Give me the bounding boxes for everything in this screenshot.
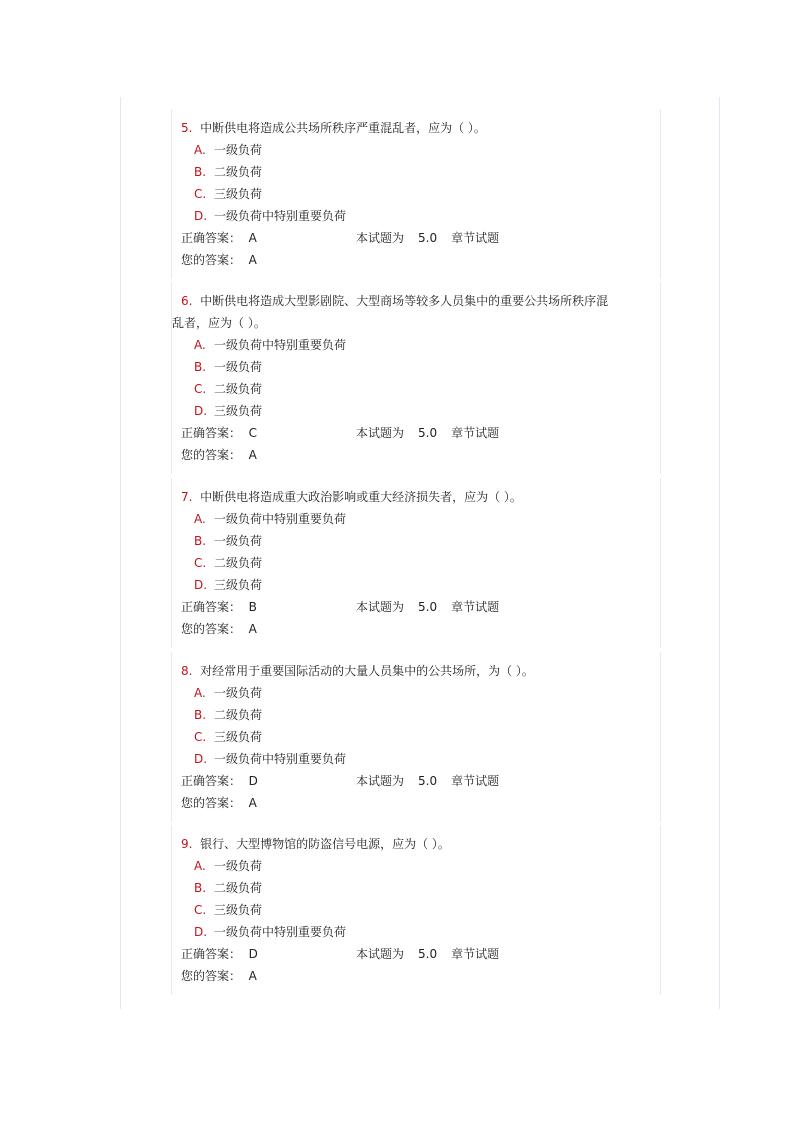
option-letter: C. bbox=[194, 556, 207, 570]
option-letter: B. bbox=[194, 360, 207, 374]
score-info: 本试题为 5.0 章节试题 bbox=[356, 600, 500, 614]
correct-answer-label: 正确答案： bbox=[181, 774, 242, 788]
correct-answer-label: 正确答案： bbox=[181, 231, 242, 245]
question-text: 5. 中断供电将造成公共场所秩序严重混乱者，应为（ ）。 bbox=[181, 121, 486, 135]
option-text: 二级负荷 bbox=[214, 165, 263, 179]
score-value: 5.0 bbox=[418, 774, 438, 788]
option-text: 一级负荷 bbox=[214, 534, 263, 548]
option-text: 二级负荷 bbox=[214, 382, 263, 396]
your-answer-value: A bbox=[248, 448, 257, 462]
option-text: 三级负荷 bbox=[214, 404, 263, 418]
option-c bbox=[172, 726, 660, 748]
question-number: 7. bbox=[181, 490, 193, 504]
option-text: 三级负荷 bbox=[214, 187, 263, 201]
correct-answer-label: 正确答案： bbox=[181, 600, 242, 614]
option-c bbox=[172, 552, 660, 574]
your-answer-row bbox=[172, 249, 660, 271]
question-text: 8. 对经常用于重要国际活动的大量人员集中的公共场所，为（ ）。 bbox=[181, 664, 534, 678]
page-right-rule bbox=[719, 97, 720, 1009]
option-text: 三级负荷 bbox=[214, 903, 263, 917]
score-value: 5.0 bbox=[418, 947, 438, 961]
option-c bbox=[172, 183, 660, 205]
option-text: 一级负荷 bbox=[214, 360, 263, 374]
option-letter: B. bbox=[194, 708, 207, 722]
your-answer-value: A bbox=[248, 622, 257, 636]
score-info: 本试题为 5.0 章节试题 bbox=[356, 947, 500, 961]
correct-answer-row bbox=[172, 943, 660, 965]
correct-answer-value: D bbox=[248, 947, 258, 961]
correct-answer-value: D bbox=[248, 774, 258, 788]
option-a bbox=[172, 682, 660, 704]
option-a bbox=[172, 139, 660, 161]
option-d bbox=[172, 748, 660, 770]
your-answer-label: 您的答案： bbox=[181, 448, 242, 462]
question-block-6 bbox=[172, 290, 660, 466]
correct-answer-label: 正确答案： bbox=[181, 426, 242, 440]
correct-answer-row bbox=[172, 227, 660, 249]
your-answer-value: A bbox=[248, 796, 257, 810]
option-b bbox=[172, 877, 660, 899]
question-text: 6. 中断供电将造成大型影剧院、大型商场等较多人员集中的重要公共场所秩序混 bbox=[181, 294, 609, 308]
score-value: 5.0 bbox=[418, 231, 438, 245]
question-text: 7. 中断供电将造成重大政治影响或重大经济损失者，应为（ ）。 bbox=[181, 490, 522, 504]
option-text: 二级负荷 bbox=[214, 708, 263, 722]
score-value: 5.0 bbox=[418, 600, 438, 614]
option-letter: D. bbox=[194, 578, 208, 592]
question-number: 8. bbox=[181, 664, 193, 678]
correct-answer-row bbox=[172, 422, 660, 444]
option-d bbox=[172, 205, 660, 227]
option-letter: B. bbox=[194, 165, 207, 179]
your-answer-label: 您的答案： bbox=[181, 969, 242, 983]
option-letter: A. bbox=[194, 686, 206, 700]
your-answer-row bbox=[172, 618, 660, 640]
option-letter: A. bbox=[194, 512, 206, 526]
option-letter: A. bbox=[194, 859, 206, 873]
block-right-rule bbox=[660, 652, 661, 822]
option-letter: D. bbox=[194, 209, 208, 223]
option-letter: B. bbox=[194, 534, 207, 548]
question-number: 5. bbox=[181, 121, 193, 135]
question-text-continued: 乱者，应为（ ）。 bbox=[172, 316, 266, 330]
question-block-7 bbox=[172, 486, 660, 640]
score-info: 本试题为 5.0 章节试题 bbox=[356, 231, 500, 245]
option-letter: C. bbox=[194, 903, 207, 917]
option-a bbox=[172, 508, 660, 530]
your-answer-value: A bbox=[248, 253, 257, 267]
option-letter: B. bbox=[194, 881, 207, 895]
option-letter: A. bbox=[194, 143, 206, 157]
option-text: 一级负荷中特别重要负荷 bbox=[214, 752, 347, 766]
your-answer-row bbox=[172, 444, 660, 466]
block-right-rule bbox=[660, 478, 661, 648]
page-left-rule bbox=[120, 97, 121, 1009]
option-d bbox=[172, 921, 660, 943]
option-text: 一级负荷 bbox=[214, 686, 263, 700]
question-block-8 bbox=[172, 660, 660, 814]
question-number: 6. bbox=[181, 294, 193, 308]
option-text: 一级负荷中特别重要负荷 bbox=[214, 512, 347, 526]
option-text: 二级负荷 bbox=[214, 556, 263, 570]
correct-answer-row bbox=[172, 770, 660, 792]
score-info: 本试题为 5.0 章节试题 bbox=[356, 426, 500, 440]
your-answer-value: A bbox=[248, 969, 257, 983]
option-letter: A. bbox=[194, 338, 206, 352]
option-b bbox=[172, 356, 660, 378]
option-text: 一级负荷 bbox=[214, 143, 263, 157]
option-text: 三级负荷 bbox=[214, 730, 263, 744]
option-text: 一级负荷 bbox=[214, 859, 263, 873]
option-text: 一级负荷中特别重要负荷 bbox=[214, 925, 347, 939]
option-d bbox=[172, 400, 660, 422]
question-block-9 bbox=[172, 833, 660, 987]
your-answer-label: 您的答案： bbox=[181, 796, 242, 810]
correct-answer-value: A bbox=[248, 231, 257, 245]
option-a bbox=[172, 334, 660, 356]
block-right-rule bbox=[660, 825, 661, 995]
option-b bbox=[172, 530, 660, 552]
option-b bbox=[172, 704, 660, 726]
option-letter: D. bbox=[194, 925, 208, 939]
your-answer-label: 您的答案： bbox=[181, 253, 242, 267]
question-block-5 bbox=[172, 117, 660, 271]
your-answer-row bbox=[172, 965, 660, 987]
option-letter: C. bbox=[194, 730, 207, 744]
question-text: 9. 银行、大型博物馆的防盗信号电源，应为（ ）。 bbox=[181, 837, 450, 851]
option-b bbox=[172, 161, 660, 183]
correct-answer-row bbox=[172, 596, 660, 618]
option-letter: D. bbox=[194, 752, 208, 766]
option-letter: C. bbox=[194, 382, 207, 396]
option-text: 三级负荷 bbox=[214, 578, 263, 592]
option-letter: C. bbox=[194, 187, 207, 201]
option-text: 二级负荷 bbox=[214, 881, 263, 895]
score-info: 本试题为 5.0 章节试题 bbox=[356, 774, 500, 788]
correct-answer-label: 正确答案： bbox=[181, 947, 242, 961]
correct-answer-value: C bbox=[248, 426, 258, 440]
your-answer-row bbox=[172, 792, 660, 814]
option-a bbox=[172, 855, 660, 877]
score-value: 5.0 bbox=[418, 426, 438, 440]
block-right-rule bbox=[660, 109, 661, 279]
your-answer-label: 您的答案： bbox=[181, 622, 242, 636]
block-right-rule bbox=[660, 282, 661, 474]
option-text: 一级负荷中特别重要负荷 bbox=[214, 209, 347, 223]
option-c bbox=[172, 899, 660, 921]
option-text: 一级负荷中特别重要负荷 bbox=[214, 338, 347, 352]
option-letter: D. bbox=[194, 404, 208, 418]
option-c bbox=[172, 378, 660, 400]
option-d bbox=[172, 574, 660, 596]
question-number: 9. bbox=[181, 837, 193, 851]
correct-answer-value: B bbox=[248, 600, 257, 614]
